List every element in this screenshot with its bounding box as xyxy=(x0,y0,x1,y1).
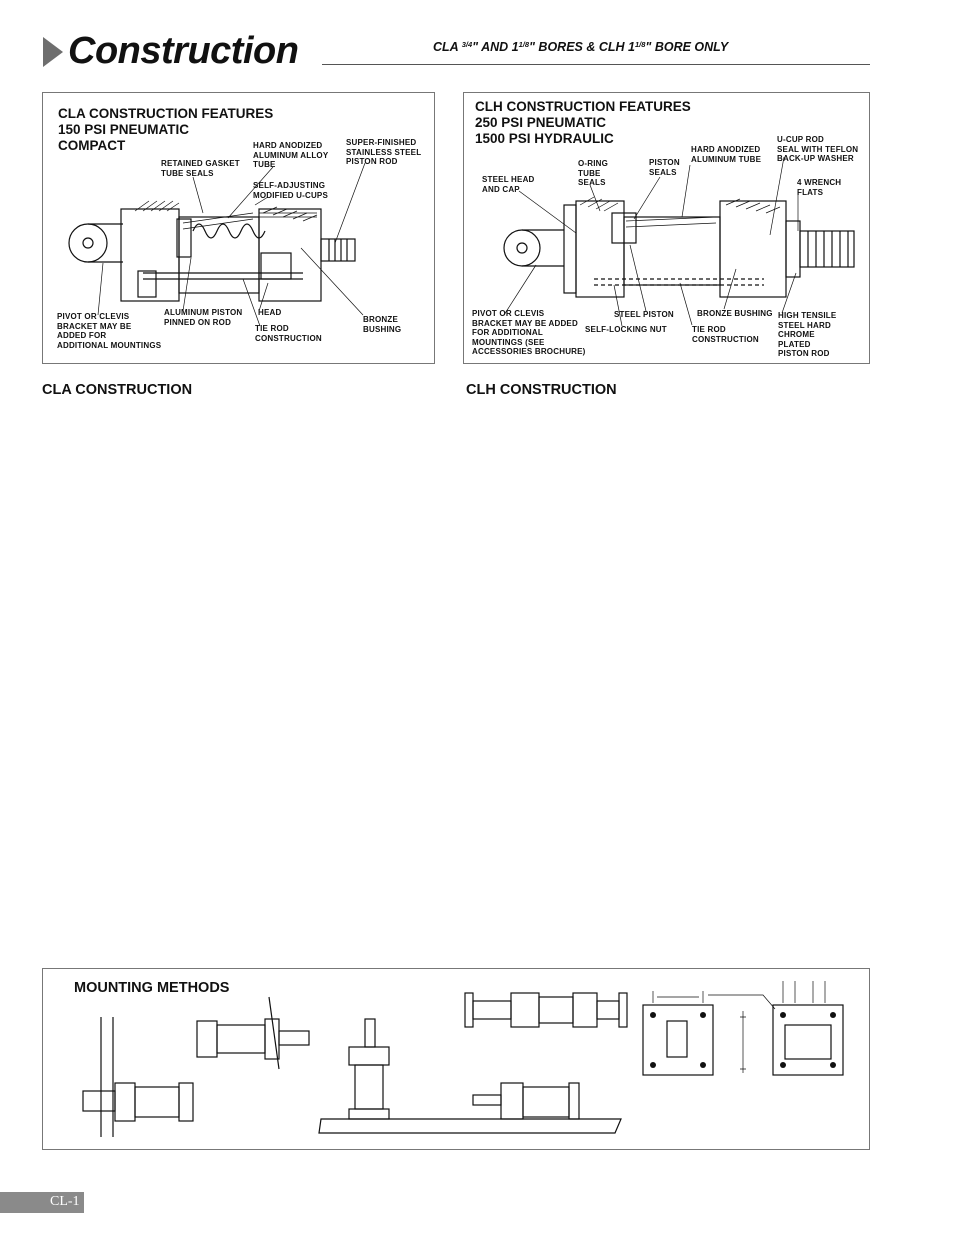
label-line: STAINLESS STEEL xyxy=(346,147,422,157)
label-u-cup xyxy=(777,135,858,164)
feature-line: CLA CONSTRUCTION FEATURES xyxy=(58,106,274,121)
dc-tube xyxy=(539,997,573,1023)
label-line: ALUMINUM TUBE xyxy=(691,154,762,164)
label-line: SELF-ADJUSTING xyxy=(253,181,326,190)
clevis-left xyxy=(473,1001,511,1019)
label-line: BRACKET MAY BE ADDED xyxy=(472,318,578,328)
leader-head xyxy=(259,283,268,311)
label-line: PISTON ROD xyxy=(346,157,398,166)
label-line: ACCESSORIES BROCHURE) xyxy=(472,347,586,356)
mount-tube xyxy=(135,1087,179,1117)
bolt-hole xyxy=(830,1062,836,1068)
bolt-hole xyxy=(700,1062,706,1068)
subtitle-text: " BORES & CLH 1 xyxy=(529,40,635,54)
bolt-hole xyxy=(830,1012,836,1018)
page-title: Construction xyxy=(68,30,299,72)
bolt-hole xyxy=(650,1062,656,1068)
label-super-finished xyxy=(346,138,421,167)
mount-head xyxy=(115,1083,135,1121)
vert-tube xyxy=(355,1065,383,1109)
dim-line-1 xyxy=(653,991,703,1003)
vert-cap xyxy=(349,1109,389,1119)
clh-cap xyxy=(576,201,624,297)
horiz-cap xyxy=(569,1083,579,1119)
mount2-plate xyxy=(269,997,279,1069)
leader-piston-seals xyxy=(634,177,660,219)
label-line: STEEL HARD xyxy=(778,320,831,330)
label-line: CONSTRUCTION xyxy=(692,334,759,344)
label-line: HEAD xyxy=(258,308,282,317)
fraction: 1/8 xyxy=(634,40,646,49)
label-o-ring xyxy=(578,159,608,188)
leader-self-locking xyxy=(614,285,622,326)
rod-end-nut xyxy=(83,1091,115,1111)
label-pivot xyxy=(472,309,586,357)
label-hard-anodized xyxy=(691,145,761,164)
label-steel-piston xyxy=(614,310,674,320)
header-subtitle xyxy=(433,40,728,54)
label-line: PIVOT OR CLEVIS xyxy=(472,309,545,318)
clevis-left-plate xyxy=(465,993,473,1027)
label-aluminum-piston xyxy=(164,308,242,327)
leader-super-finished xyxy=(335,163,365,243)
cla-nut xyxy=(138,271,156,297)
label-line: STEEL HEAD xyxy=(482,175,535,184)
label-line: STEEL PISTON xyxy=(614,310,674,319)
label-line: BRONZE BUSHING xyxy=(697,309,773,318)
header-arrow-icon xyxy=(43,37,63,67)
clh-diagram-panel xyxy=(463,92,870,364)
mounting-title: MOUNTING METHODS xyxy=(74,980,230,996)
label-piston-seals xyxy=(649,158,680,177)
subtitle-text: " BORE ONLY xyxy=(645,40,729,54)
feature-line: COMPACT xyxy=(58,138,126,153)
label-line: FLATS xyxy=(797,187,824,197)
leader-aluminum-piston xyxy=(183,258,191,311)
flange-view-2-slot xyxy=(785,1025,831,1059)
dim-line-2 xyxy=(783,981,825,1003)
leader-steel-head xyxy=(519,191,576,233)
label-line: PLATED xyxy=(778,339,811,349)
leader-tie-rod xyxy=(243,279,260,326)
mount-cap xyxy=(179,1083,193,1121)
horiz-head xyxy=(501,1083,523,1119)
mounting-drawings xyxy=(43,969,868,1148)
bolt-hole xyxy=(700,1012,706,1018)
label-line: 4 WRENCH xyxy=(797,178,842,187)
feature-line: 150 PSI PNEUMATIC xyxy=(58,122,190,137)
clevis-eye xyxy=(504,230,540,266)
leader-retained-gasket xyxy=(193,177,203,213)
horiz-tube xyxy=(523,1087,569,1117)
cla-caption: CLA CONSTRUCTION xyxy=(42,382,193,398)
leader-u-cup xyxy=(770,157,784,235)
label-tie-rod xyxy=(692,325,759,344)
leader-pivot xyxy=(98,263,103,315)
label-line: FOR ADDITIONAL xyxy=(472,328,543,337)
leader-steel-piston xyxy=(630,245,646,311)
label-wrench xyxy=(797,178,841,197)
label-self-locking xyxy=(585,325,667,335)
fraction: 3/4 xyxy=(461,40,473,49)
label-line: ADDED FOR xyxy=(57,331,107,340)
clh-caption: CLH CONSTRUCTION xyxy=(466,382,617,398)
clevis-right-plate xyxy=(619,993,627,1027)
fraction: 1/8 xyxy=(518,40,530,49)
vert-head xyxy=(349,1047,389,1065)
leader-tie-rod xyxy=(680,283,692,325)
mounting-methods-panel xyxy=(42,968,870,1150)
label-line: O-RING xyxy=(578,159,609,168)
feature-line: 1500 PSI HYDRAULIC xyxy=(475,131,614,146)
leader-hard-anodized xyxy=(682,165,690,217)
leader-bronze-bushing xyxy=(724,269,736,309)
clevis-right xyxy=(597,1001,619,1019)
label-steel-head xyxy=(482,175,535,194)
bolt-hole xyxy=(780,1012,786,1018)
label-line: BRONZE xyxy=(363,315,398,324)
page-number: CL-1 xyxy=(50,1194,80,1209)
subtitle-text: " AND 1 xyxy=(472,40,519,54)
horiz-rod xyxy=(473,1095,501,1105)
leader-o-ring xyxy=(590,185,600,211)
label-bronze-bushing xyxy=(697,309,773,319)
label-line: AND CAP xyxy=(482,184,520,194)
leader-pivot xyxy=(504,265,536,315)
label-line: SEAL WITH TEFLON xyxy=(777,144,859,154)
label-line: MODIFIED U-CUPS xyxy=(253,190,328,200)
header-rule xyxy=(322,64,870,65)
label-tie-rod xyxy=(255,324,322,343)
label-head xyxy=(258,308,281,318)
leader-high-tensile xyxy=(782,273,796,313)
vert-rod xyxy=(365,1019,375,1047)
dc-cap xyxy=(511,993,539,1027)
label-line: ADDITIONAL MOUNTINGS xyxy=(57,340,162,350)
cla-diagram-panel xyxy=(42,92,435,364)
label-line: CONSTRUCTION xyxy=(255,333,322,343)
label-line: HARD ANODIZED xyxy=(691,145,761,154)
rod-threads xyxy=(329,239,347,261)
clh-cap-plate xyxy=(564,205,576,293)
clevis-pin xyxy=(83,238,93,248)
bolt-hole xyxy=(650,1012,656,1018)
label-line: TIE ROD xyxy=(692,325,726,334)
label-line: BRACKET MAY BE xyxy=(57,321,132,331)
clh-tube xyxy=(624,217,720,285)
label-line: MOUNTINGS (SEE xyxy=(472,337,545,347)
cla-head-nut xyxy=(261,253,291,279)
bolt-hole xyxy=(780,1062,786,1068)
dim-line-3 xyxy=(740,1011,746,1073)
label-line: ALUMINUM PISTON xyxy=(164,308,243,317)
label-line: U-CUP ROD xyxy=(777,135,824,144)
label-line: TIE ROD xyxy=(255,324,289,333)
label-bronze xyxy=(363,315,401,334)
label-line: ALUMINUM ALLOY xyxy=(253,150,329,160)
label-line: HARD ANODIZED xyxy=(253,141,323,150)
dim-leader xyxy=(708,995,775,1009)
label-line: TUBE SEALS xyxy=(161,168,214,178)
clevis-pin xyxy=(517,243,527,253)
cla-tie-rod xyxy=(143,273,303,279)
cla-rod xyxy=(321,239,355,261)
clevis-arms xyxy=(522,230,564,266)
label-line: SEALS xyxy=(578,178,606,187)
leader-bronze xyxy=(301,248,363,315)
mount2-rod xyxy=(279,1031,309,1045)
label-line: PIVOT OR CLEVIS xyxy=(57,312,130,321)
label-line: HIGH TENSILE xyxy=(778,311,837,320)
dc-head xyxy=(573,993,597,1027)
tube-hatching xyxy=(626,217,716,227)
rod-threads xyxy=(808,231,848,267)
wall-plate xyxy=(101,1017,113,1137)
feature-line: CLH CONSTRUCTION FEATURES xyxy=(475,99,691,114)
mount2-tube xyxy=(217,1025,265,1053)
label-line: BUSHING xyxy=(363,324,402,334)
label-hard-anodized xyxy=(253,141,328,170)
label-line: BACK-UP WASHER xyxy=(777,154,854,163)
feature-line: 250 PSI PNEUMATIC xyxy=(475,115,607,130)
base-plate xyxy=(319,1119,621,1133)
cla-head xyxy=(259,209,321,301)
label-line: TUBE xyxy=(578,168,601,178)
label-line: RETAINED GASKET xyxy=(161,159,240,168)
label-pivot xyxy=(57,312,161,350)
subtitle-text: CLA xyxy=(433,40,462,54)
label-retained-gasket xyxy=(161,159,240,178)
cla-cap xyxy=(121,209,179,301)
clh-tie-rod xyxy=(594,279,764,285)
label-line: PISTON xyxy=(649,158,680,167)
label-line: TUBE xyxy=(253,160,276,169)
clevis-eye xyxy=(69,224,107,262)
label-line: SUPER-FINISHED xyxy=(346,138,417,147)
label-line: SEALS xyxy=(649,167,677,177)
clh-head xyxy=(720,201,786,297)
flange-view-1-slot xyxy=(667,1021,687,1057)
label-line: PINNED ON ROD xyxy=(164,317,232,327)
mount2-cap xyxy=(197,1021,217,1057)
tube-hatching xyxy=(183,213,253,229)
label-line: SELF-LOCKING NUT xyxy=(585,325,667,334)
label-line: CHROME xyxy=(778,330,815,339)
label-line: PISTON ROD xyxy=(778,349,830,358)
label-self-adjusting xyxy=(253,181,328,200)
label-high-tensile xyxy=(778,311,836,359)
